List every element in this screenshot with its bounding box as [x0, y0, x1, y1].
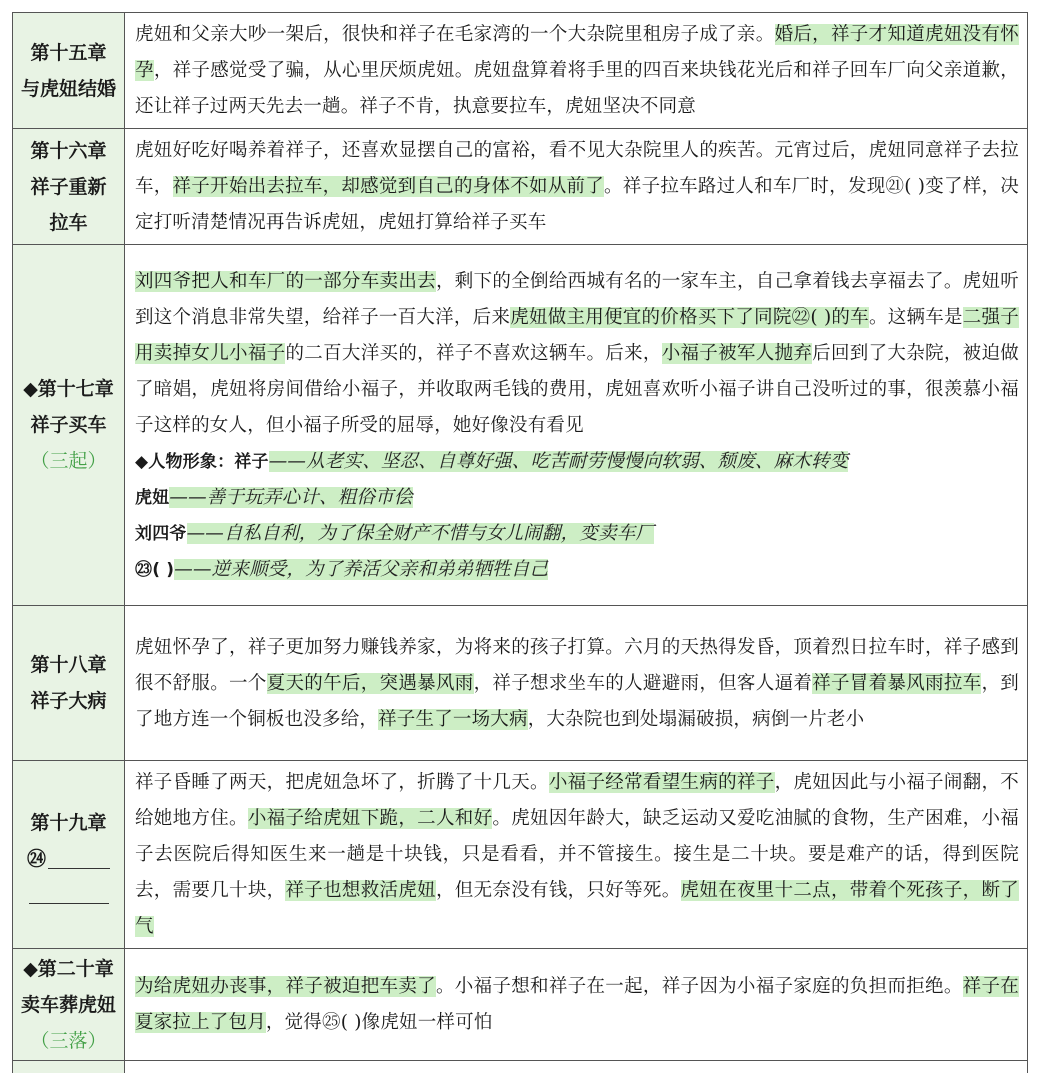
- highlighted-text: 虎妞做主用便宜的价格买下了同院㉒( )的车: [510, 306, 869, 328]
- chapter-title-cell: [13, 761, 125, 949]
- summary-text: ，但无奈没有钱，只好等死。: [435, 880, 681, 901]
- summary-text: 祥子昏睡了两天，把虎妞急坏了，折腾了十几天。: [135, 772, 549, 793]
- character-note-text: ——自私自利，为了保全财产不惜与女儿闹翻，变卖车厂: [186, 522, 655, 544]
- summary-text: ，剩下的全倒给西城有名的一家车主，自己拿着钱去享福去了。虎妞听到这个消息非常失望，给祥子一百大洋，后来: [135, 270, 1020, 328]
- chapter-summary-cell: [125, 129, 1028, 245]
- chapter-summary-cell: [125, 949, 1028, 1061]
- summary-text: 。虎妞因年龄大，缺乏运动又爱吃油腻的食物，生产困难，小福子去医院后得知医生来一趟是十块钱，只是看看，并不管接生。接生是二十块。要是难产的话，得到医院去，需要几十块，: [135, 808, 1020, 901]
- highlighted-text: 祥子冒着暴风雨拉车: [812, 672, 982, 694]
- summary-text: 虎妞好吃好喝养着祥子，还喜欢显摆自己的富裕，看不见大杂院里人的疾苦。元宵过后，虎妞同意祥子去拉车，: [135, 140, 1019, 197]
- next-row-summary-cell: [125, 1061, 1028, 1073]
- highlighted-text: 刘四爷把人和车厂的一部分车卖出去: [135, 270, 436, 292]
- blank-line: [48, 844, 110, 869]
- chapter-title-cell: [13, 13, 125, 129]
- highlighted-text: 祥子在夏家拉上了包月: [135, 976, 1019, 1033]
- chapter-summary-cell: [125, 606, 1028, 761]
- character-note-text: ——逆来顺受，为了养活父亲和弟弟牺牲自己: [174, 558, 549, 580]
- highlighted-text: 小福子被军人抛弃: [661, 342, 813, 364]
- highlighted-text: 小福子经常看望生病的祥子: [548, 772, 775, 793]
- chapter-summary: [135, 264, 1019, 444]
- summary-text: 虎妞和父亲大吵一架后，很快和祥子在毛家湾的一个大杂院里租房子成了亲。: [135, 24, 775, 45]
- character-note-text: ——从老实、坚忍、自尊好强、吃苦耐劳慢慢向软弱、颓废、麻木转变: [268, 450, 849, 472]
- chapter-title-line: ◆第二十章: [23, 957, 114, 980]
- next-row-title-cell: [13, 1061, 125, 1073]
- chapter-row: [13, 761, 1028, 949]
- blank-line-2: [29, 877, 109, 904]
- chapter-row: [13, 245, 1028, 606]
- summary-text: 。这辆车是: [868, 306, 963, 328]
- summary-text: ，祥子想求坐车的人避避雨，但客人逼着: [473, 672, 813, 694]
- chapter-row: [13, 129, 1028, 245]
- chapter-summary: [135, 765, 1019, 945]
- chapter-title-line: 祥子买车: [30, 414, 107, 436]
- chapter-summary-cell: [125, 13, 1028, 129]
- highlighted-text: 祥子开始出去拉车，却感觉到自己的身体不如从前了: [172, 176, 605, 197]
- summary-text: 。祥子拉车路过人和车厂时，发现㉑( )变了样，决定打听清楚情况再告诉虎妞，虎妞打算给祥子买车: [135, 176, 1020, 233]
- chapter-title-cell: [13, 606, 125, 761]
- summary-text: ，祥子感觉受了骗，从心里厌烦虎妞。虎妞盘算着将手里的四百来块钱花光后和祥子回车厂向父亲道歉，还让祥子过两天先去一趟。祥子不肯，执意要拉车，虎妞坚决不同意: [135, 60, 1019, 117]
- chapter-row: [13, 949, 1028, 1061]
- summary-text: ，到了地方连一个铜板也没多给，: [135, 672, 1019, 730]
- chapter-title-line: 第十九章: [30, 812, 107, 834]
- chapter-title-line: 第十六章: [30, 139, 107, 162]
- character-note-label: 虎妞: [135, 487, 170, 508]
- highlighted-text: 夏天的午后，突遇暴风雨: [266, 672, 474, 694]
- chapter-title-line: 与虎妞结婚: [20, 77, 116, 100]
- chapter-outline-table: [12, 12, 1028, 1073]
- chapter-title-line: 第十五章: [30, 41, 107, 64]
- chapter-title-cell: [13, 129, 125, 245]
- character-note: [135, 516, 1019, 552]
- chapter-stage-label: （三落）: [30, 1029, 107, 1052]
- chapter-title-line: 第十八章: [30, 654, 107, 676]
- highlighted-text: 祥子也想救活虎妞: [285, 880, 436, 901]
- chapter-title-line: 卖车葬虎妞: [20, 993, 116, 1016]
- character-note: [135, 552, 1019, 588]
- chapter-summary-cell: [125, 761, 1028, 949]
- chapter-title-line: 祥子重新: [30, 175, 107, 198]
- summary-text: 。小福子想和祥子在一起，祥子因为小福子家庭的负担而拒绝。: [435, 976, 963, 997]
- character-note: [135, 480, 1019, 516]
- character-note-label: 刘四爷: [135, 523, 187, 544]
- chapter-title-line: 拉车: [49, 211, 88, 234]
- chapter-summary: [135, 630, 1019, 738]
- chapter-summary: [135, 17, 1019, 125]
- character-note-label: ㉓( ): [135, 559, 175, 580]
- chapter-row: [13, 606, 1028, 761]
- answer-blank: [15, 841, 122, 877]
- summary-text: 的二百大洋买的，祥子不喜欢这辆车。后来，: [285, 342, 662, 364]
- character-note: [135, 444, 1019, 480]
- chapter-stage-label: （三起）: [30, 450, 107, 472]
- highlighted-text: 二强子用卖掉女儿小福子: [135, 306, 1019, 364]
- highlighted-text: 虎妞在夜里十二点，带着个死孩子，断了气: [135, 880, 1019, 937]
- summary-text: 后回到了大杂院，被迫做了暗娼，虎妞将房间借给小福子，并收取两毛钱的费用，虎妞喜欢听小福子讲自己没听过的事，很羡慕小福子这样的女人，但小福子所受的屈辱，她好像没有看见: [135, 342, 1019, 436]
- summary-text: ，大杂院也到处塌漏破损，病倒一片老小: [527, 708, 865, 730]
- chapter-title-line: 祥子大病: [30, 690, 107, 712]
- character-note-label: ◆人物形象：祥子: [135, 451, 269, 472]
- chapter-row: [13, 13, 1028, 129]
- highlighted-text: 婚后，祥子才知道虎妞没有怀孕: [135, 24, 1019, 81]
- summary-text: ，觉得㉕( )像虎妞一样可怕: [265, 1012, 493, 1033]
- chapter-title-line: ◆第十七章: [23, 378, 114, 400]
- chapter-summary: [135, 133, 1019, 241]
- next-row-partial: [13, 1061, 1028, 1073]
- highlighted-text: 为给虎妞办丧事，祥子被迫把车卖了: [135, 976, 436, 997]
- chapter-title-cell: [13, 949, 125, 1061]
- character-note-text: ——善于玩弄心计、粗俗市侩: [169, 486, 413, 508]
- summary-text: 虎妞怀孕了，祥子更加努力赚钱养家，为将来的孩子打算。六月的天热得发昏，顶着烈日拉车时，祥子感到很不舒服。一个: [135, 636, 1019, 694]
- chapter-summary-cell: [125, 245, 1028, 606]
- chapter-summary: [135, 969, 1019, 1041]
- blank-number: ㉔: [26, 848, 46, 870]
- chapter-title-cell: [13, 245, 125, 606]
- summary-text: ，虎妞因此与小福子闹翻，不给她地方住。: [135, 772, 1020, 829]
- highlighted-text: 小福子给虎妞下跪，二人和好: [247, 808, 493, 829]
- highlighted-text: 祥子生了一场大病: [378, 708, 528, 730]
